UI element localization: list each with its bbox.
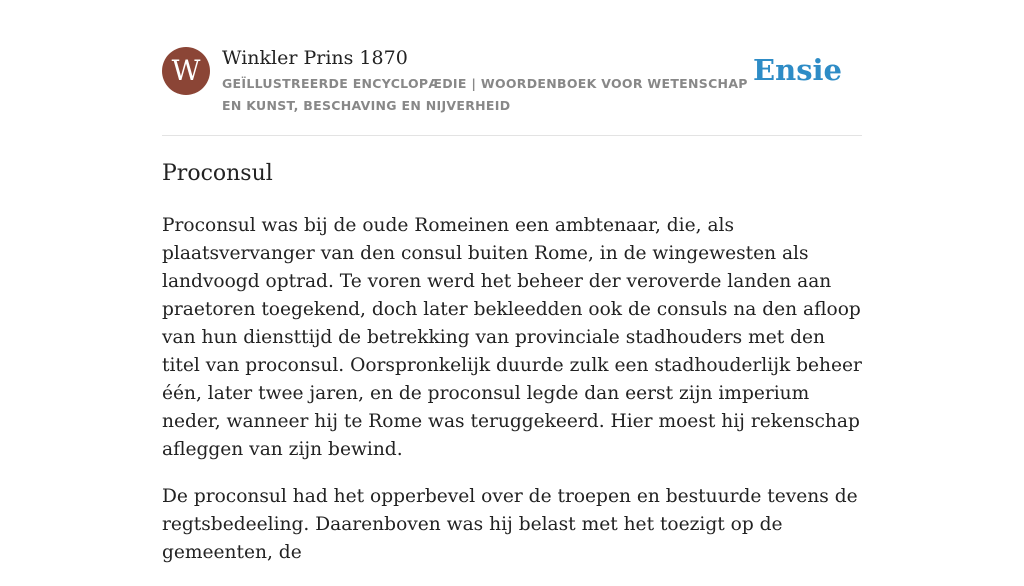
source-subtitle: GEÏLLUSTREERDE ENCYCLOPÆDIE | WOORDENBOEK VOOR WETENSCHAP EN KUNST, BESCHAVING EN NIJVERHEID xyxy=(222,76,748,113)
entry-title: Proconsul xyxy=(162,161,273,186)
entry-paragraph: De proconsul had het opperbevel over de troepen en bestuurde tevens de regtsbedeeling. Daarenboven was hij belast met het toezigt op de gemeenten, de xyxy=(162,486,858,563)
source-title[interactable]: Winkler Prins 1870 xyxy=(222,47,408,69)
entry-body xyxy=(162,212,862,586)
entry-paragraph: Proconsul was bij de oude Romeinen een ambtenaar, die, als plaatsvervanger van den consul buiten Rome, in de wingewesten als landvoogd optrad. Te voren werd het beheer der veroverde landen aan praetoren toegekend, doch later bekleedden ook de consuls na den afloop van hun diensttijd de betrekking van provinciale stadhouders met den titel van proconsul. Oorspronkelijk duurde zulk een stadhouderlijk beheer één, later twee jaren, en de proconsul legde dan eerst zijn imperium neder, wanneer hij te Rome was teruggekeerd. Hier moest hij rekenschap afleggen van zijn bewind. xyxy=(162,215,862,460)
header-divider xyxy=(162,135,862,136)
source-header xyxy=(162,46,862,116)
ensie-logo[interactable]: Ensie xyxy=(753,53,842,87)
source-avatar[interactable]: W xyxy=(162,47,210,95)
